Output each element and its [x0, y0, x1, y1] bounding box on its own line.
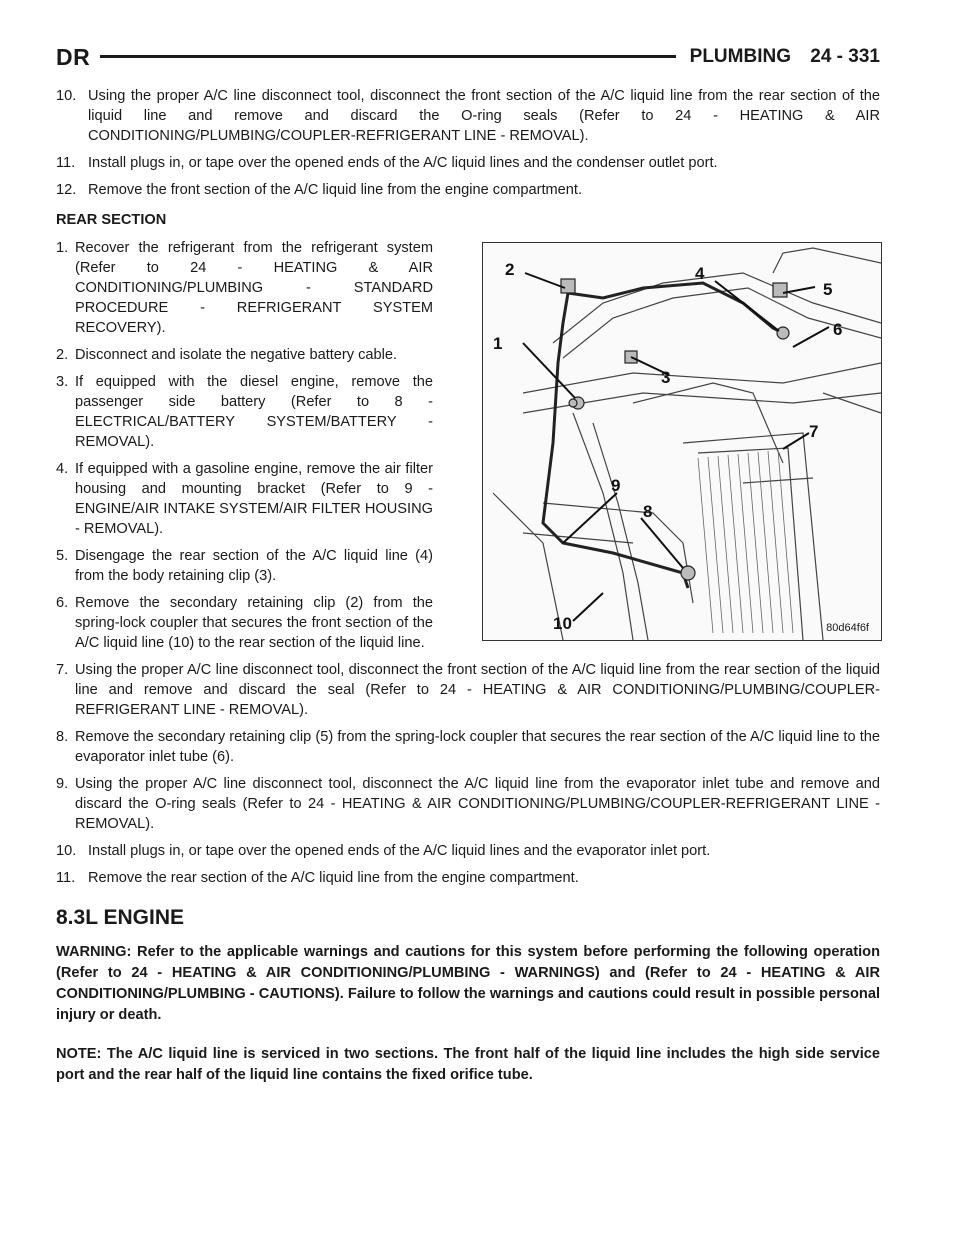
- step-text: Install plugs in, or tape over the opened ends of the A/C liquid lines and the condenser outlet port.: [88, 155, 718, 171]
- rear-step: [56, 593, 433, 653]
- note-paragraph: NOTE: The A/C liquid line is serviced in two sections. The front half of the liquid line includes the high side service port and the rear half of the liquid line contains the fixed orifice tube.: [56, 1046, 880, 1083]
- step-number: 7.: [56, 662, 69, 678]
- step-number: 11.: [56, 155, 76, 171]
- page-header: [56, 44, 880, 74]
- step-text: Install plugs in, or tape over the opened ends of the A/C liquid lines and the evaporator inlet port.: [88, 843, 711, 859]
- header-manual-code: DR: [56, 44, 91, 70]
- step-text: Remove the secondary retaining clip (2) from the spring-lock coupler that secures the front section of the A/C liquid line (10) to the rear section of the liquid line.: [75, 595, 433, 651]
- step-number: 9.: [56, 776, 69, 792]
- step-number: 5.: [56, 548, 69, 564]
- step-text: If equipped with the diesel engine, remove the passenger side battery (Refer to 8 - ELECTRICAL/BATTERY SYSTEM/BATTERY - REMOVAL).: [75, 374, 433, 450]
- rear-step: [56, 372, 433, 452]
- step-number: 10.: [56, 843, 77, 859]
- rear-step: [56, 345, 433, 365]
- header-rule: [100, 55, 676, 58]
- rear-step: [56, 774, 880, 834]
- step-text: Remove the secondary retaining clip (5) from the spring-lock coupler that secures the rear section of the A/C liquid line to the evaporator inlet tube (6).: [75, 729, 880, 765]
- step-number: 2.: [56, 347, 69, 363]
- rear-step: [56, 660, 880, 720]
- step-text: Remove the front section of the A/C liquid line from the engine compartment.: [88, 182, 583, 198]
- liquid-line-illustration: [482, 242, 882, 641]
- front-step: [56, 180, 880, 200]
- step-text: Disengage the rear section of the A/C liquid line (4) from the body retaining clip (3).: [75, 548, 433, 584]
- step-number: 11.: [56, 870, 76, 886]
- step-number: 10.: [56, 88, 77, 104]
- callout-8: 8: [643, 502, 653, 521]
- rear-step: [56, 459, 433, 539]
- step-number: 6.: [56, 595, 69, 611]
- illustration-drawing: [483, 243, 881, 640]
- callout-7: 7: [809, 422, 819, 441]
- rear-step: [56, 238, 433, 338]
- callout-3: 3: [661, 368, 671, 387]
- step-text: Recover the refrigerant from the refrigerant system (Refer to 24 - HEATING & AIR CONDITIONING/PLUMBING - STANDARD PROCEDURE - REFRIGERANT SYSTEM RECOVERY).: [75, 240, 433, 336]
- rear-step: [56, 546, 433, 586]
- rear-step: [56, 727, 880, 767]
- rear-section-title: REAR SECTION: [56, 212, 167, 228]
- step-text: Disconnect and isolate the negative battery cable.: [75, 347, 398, 363]
- front-step: [56, 86, 880, 146]
- callout-9: 9: [611, 476, 621, 495]
- engine-title: 8.3L ENGINE: [56, 906, 184, 929]
- header-right: [676, 46, 880, 68]
- front-step: [56, 153, 880, 173]
- step-text: Using the proper A/C line disconnect tool, disconnect the front section of the A/C liquid line from the rear section of the liquid line and remove and discard the O-ring seals (Refer to 24 - HEATING & AIR CONDITIONING/PLUMBING/COUPLER-REFRIGERANT LINE - REMOVAL).: [88, 88, 880, 144]
- step-number: 12.: [56, 182, 77, 198]
- callout-4: 4: [695, 264, 705, 283]
- callout-2: 2: [505, 260, 515, 279]
- rear-step: [56, 841, 880, 861]
- step-number: 4.: [56, 461, 69, 477]
- callout-6: 6: [833, 320, 843, 339]
- callout-1: 1: [493, 334, 503, 353]
- callout-5: 5: [823, 280, 833, 299]
- step-number: 3.: [56, 374, 69, 390]
- figure-id-tag: 80d64f6f: [826, 622, 869, 634]
- callout-10: 10: [553, 614, 572, 633]
- rear-step: [56, 868, 880, 888]
- step-text: Using the proper A/C line disconnect tool, disconnect the front section of the A/C liquid line from the rear section of the liquid line and remove and discard the seal (Refer to 24 - HEATING & AIR CONDITIONING/PLUMBING/COUPLER-REFRIGERANT LINE - REMOVAL).: [75, 662, 880, 718]
- step-number: 1.: [56, 240, 69, 256]
- header-page-number: 24 - 331: [810, 46, 880, 67]
- step-text: Using the proper A/C line disconnect tool, disconnect the A/C liquid line from the evaporator inlet tube and remove and discard the O-ring seals (Refer to 24 - HEATING & AIR CONDITIONING/PLUMBING/COUPLER-REFRIGERANT LINE - REMOVAL).: [75, 776, 880, 832]
- step-number: 8.: [56, 729, 69, 745]
- header-section: PLUMBING: [689, 46, 791, 67]
- step-text: Remove the rear section of the A/C liquid line from the engine compartment.: [88, 870, 579, 886]
- step-text: If equipped with a gasoline engine, remove the air filter housing and mounting bracket (Refer to 9 - ENGINE/AIR INTAKE SYSTEM/AIR FILTER HOUSING - REMOVAL).: [75, 461, 433, 537]
- warning-paragraph: WARNING: Refer to the applicable warnings and cautions for this system before performing the following operation (Refer to 24 - HEATING & AIR CONDITIONING/PLUMBING - WARNINGS) and (Refer to 24 - HEATING & AIR CONDITIONING/PLUMBING - CAUTIONS). Failure to follow the warnings and cautions could result in possible personal injury or death.: [56, 944, 880, 1023]
